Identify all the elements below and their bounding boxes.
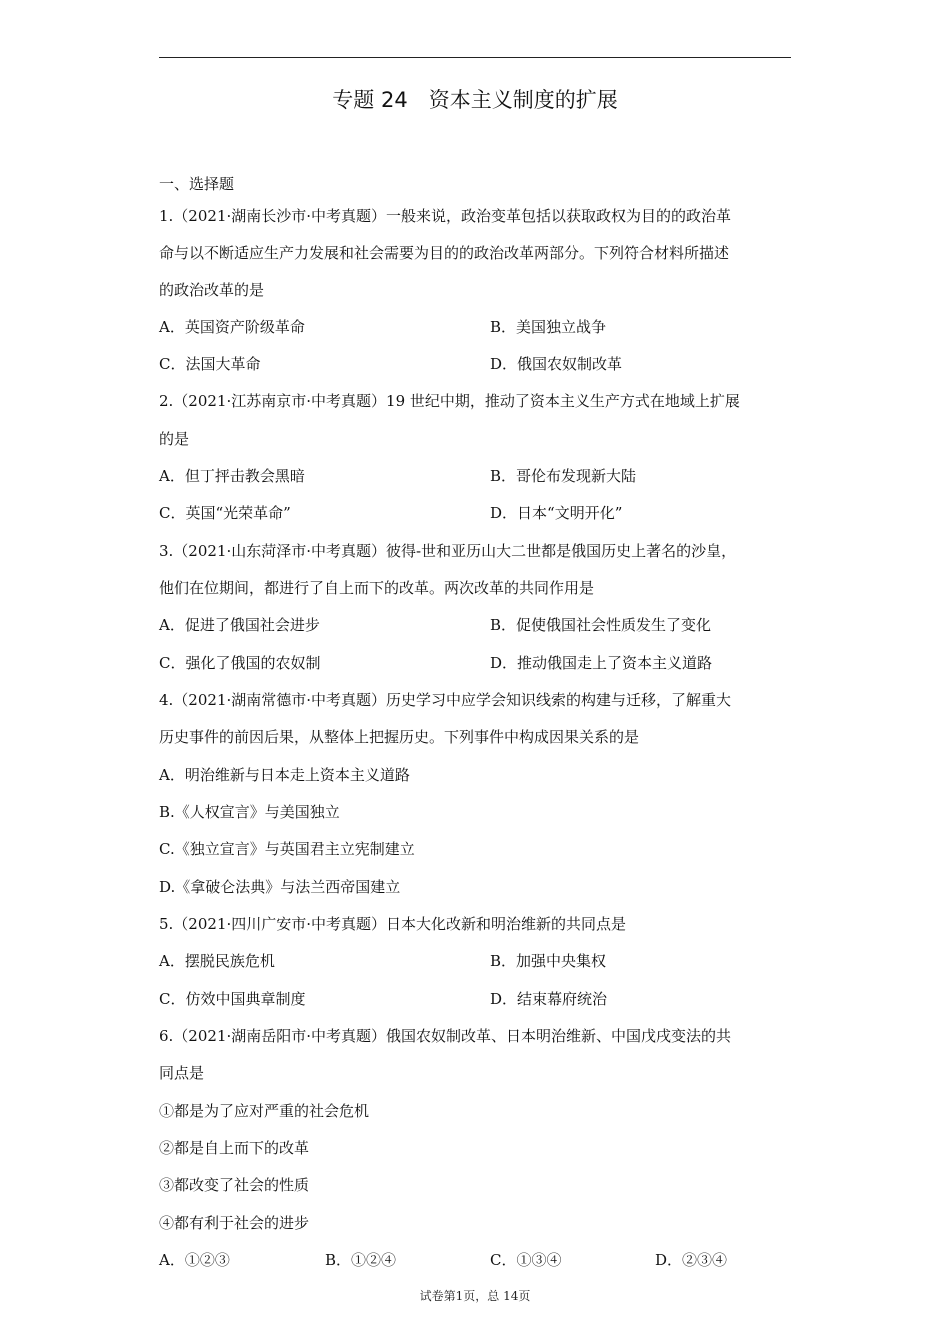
q2-option-d: D．日本“文明开化” (490, 504, 623, 522)
q4-option-c: C.《独立宣言》与英国君主立宪制建立 (159, 840, 415, 858)
q1-option-a: A．英国资产阶级革命 (159, 318, 305, 336)
section-heading: 一、选择题 (159, 175, 235, 193)
q2-option-b: B．哥伦布发现新大陆 (490, 467, 637, 485)
q3-option-d: D．推动俄国走上了资本主义道路 (490, 654, 713, 672)
q2-option-c: C．英国“光荣革命” (159, 504, 291, 522)
q2-option-a: A．但丁抨击教会黑暗 (159, 467, 305, 485)
q1-option-c: C．法国大革命 (159, 355, 261, 373)
q4-stem-line-2: 历史事件的前因后果，从整体上把握历史。下列事件中构成因果关系的是 (159, 728, 640, 746)
q4-option-b: B.《人权宣言》与美国独立 (159, 803, 340, 821)
q1-option-d: D．俄国农奴制改革 (490, 355, 623, 373)
q6-option-a: A．①②③ (159, 1251, 230, 1269)
q6-item-1: ①都是为了应对严重的社会危机 (159, 1102, 370, 1120)
q5-option-a: A．摆脱民族危机 (159, 952, 275, 970)
q4-option-a: A．明治维新与日本走上资本主义道路 (159, 766, 410, 784)
q5-option-b: B．加强中央集权 (490, 952, 607, 970)
q4-stem-line-1: 4.（2021·湖南常德市·中考真题）历史学习中应学会知识线索的构建与迁移，了解重大 (159, 691, 732, 709)
q6-stem-line-2: 同点是 (159, 1064, 205, 1082)
q1-stem-line-3: 的政治改革的是 (159, 281, 265, 299)
q3-option-b: B．促使俄国社会性质发生了变化 (490, 616, 712, 634)
q3-option-c: C．强化了俄国的农奴制 (159, 654, 321, 672)
q5-option-d: D．结束幕府统治 (490, 990, 608, 1008)
q6-item-4: ④都有利于社会的进步 (159, 1214, 310, 1232)
q6-stem-line-1: 6.（2021·湖南岳阳市·中考真题）俄国农奴制改革、日本明治维新、中国戊戌变法的共 (159, 1027, 732, 1045)
q1-stem-line-1: 1.（2021·湖南长沙市·中考真题）一般来说，政治变革包括以获取政权为目的的政治革 (159, 207, 732, 225)
q5-option-c: C．仿效中国典章制度 (159, 990, 306, 1008)
q6-option-b: B．①②④ (325, 1251, 397, 1269)
q6-item-3: ③都改变了社会的性质 (159, 1176, 310, 1194)
q2-stem-line-1: 2.（2021·江苏南京市·中考真题）19 世纪中期，推动了资本主义生产方式在地域上扩展 (159, 392, 740, 410)
q6-item-2: ②都是自上而下的改革 (159, 1139, 310, 1157)
header-rule (159, 57, 791, 58)
q3-option-a: A．促进了俄国社会进步 (159, 616, 320, 634)
q1-option-b: B．美国独立战争 (490, 318, 607, 336)
page-title: 专题 24 资本主义制度的扩展 (332, 88, 618, 112)
q3-stem-line-1: 3.（2021·山东菏泽市·中考真题）彼得-世和亚历山大二世都是俄国历史上著名的沙皇， (159, 542, 737, 560)
q2-stem-line-2: 的是 (159, 430, 190, 448)
q4-option-d: D.《拿破仑法典》与法兰西帝国建立 (159, 878, 401, 896)
page-footer: 试卷第1页，总 14页 (419, 1289, 531, 1303)
q6-option-c: C．①③④ (490, 1251, 562, 1269)
q3-stem-line-2: 他们在位期间，都进行了自上而下的改革。两次改革的共同作用是 (159, 579, 595, 597)
q6-option-d: D．②③④ (655, 1251, 728, 1269)
q1-stem-line-2: 命与以不断适应生产力发展和社会需要为目的的政治改革两部分。下列符合材料所描述 (159, 244, 730, 262)
q5-stem-line-1: 5.（2021·四川广安市·中考真题）日本大化改新和明治维新的共同点是 (159, 915, 627, 933)
